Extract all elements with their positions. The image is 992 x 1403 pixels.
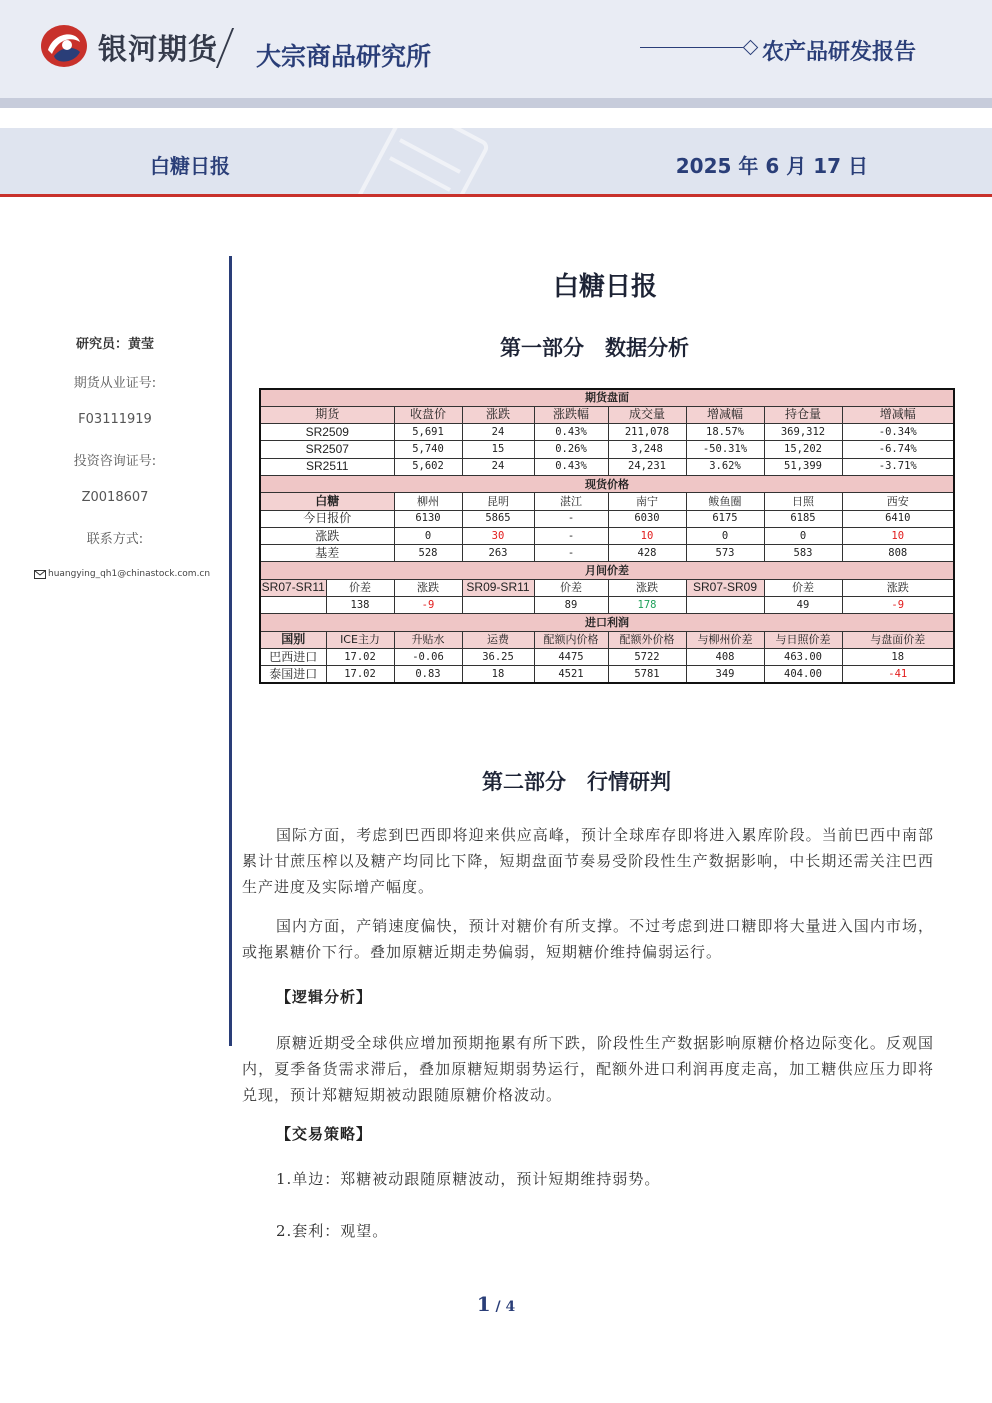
mail-icon [34,570,46,579]
table-cell: 今日报价 [260,510,394,527]
table-header: 鲅鱼圈 [686,493,764,510]
table-cell: 0 [764,527,842,544]
section-futures: 期货盘面 [260,389,954,406]
table-cell: 89 [534,597,608,614]
table-header: 价差 [326,579,394,596]
page-total: 4 [505,1299,516,1315]
table-cell: 0 [394,527,462,544]
paragraph-international: 国际方面，考虑到巴西即将迎来供应高峰，预计全球库存即将进入累库阶段。当前巴西中南部累计甘蔗压榨以及糖产均同比下降，短期盘面节奏易受阶段性生产数据影响，中长期还需关注巴西生产进度及实际增产幅度。 [242,826,934,896]
table-cell: 15,202 [764,441,842,458]
table-header: 配额外价格 [608,631,686,648]
table-row [260,666,954,683]
page-separator: / [490,1299,506,1315]
part1-heading: 第一部分 数据分析 [500,336,689,360]
table-cell: 5722 [608,648,686,665]
table-cell: 10 [842,527,954,544]
table-cell: 3,248 [608,441,686,458]
table-cell: 18 [842,648,954,665]
table-cell: 3.62% [686,458,764,475]
table-cell: 369,312 [764,424,842,441]
document-watermark-icon [320,128,540,194]
table-header: SR09-SR11 [462,579,534,596]
table-header: 成交量 [608,406,686,423]
advisory-cert-label: 投资咨询证号: [73,454,157,469]
report-type: 农产品研发报告 [762,40,917,65]
table-cell: 基差 [260,545,394,562]
table-cell: 30 [462,527,534,544]
table-header: 涨跌 [462,406,534,423]
table-cell: 24,231 [608,458,686,475]
section-spot: 现货价格 [260,475,954,492]
data-table [259,388,955,684]
advisory-cert-number: Z0018607 [81,490,149,505]
table-cell: 263 [462,545,534,562]
table-cell: 6130 [394,510,462,527]
contact-email[interactable] [34,569,210,579]
table-header: 涨跌 [394,579,462,596]
table-cell: 巴西进口 [260,648,326,665]
table-header: SR07-SR11 [260,579,326,596]
table-header: 南宁 [608,493,686,510]
table-cell: 泰国进口 [260,666,326,683]
table-cell: 49 [764,597,842,614]
page-current: 1 [476,1292,491,1316]
table-row [260,648,954,665]
table-header: 国别 [260,631,326,648]
table-cell: 24 [462,458,534,475]
table-cell: 36.25 [462,648,534,665]
table-cell: -41 [842,666,954,683]
table-cell [686,597,764,614]
table-cell: -9 [394,597,462,614]
table-cell: SR2511 [260,458,394,475]
table-header: 运费 [462,631,534,648]
table-cell: 463.00 [764,648,842,665]
table-cell: -3.71% [842,458,954,475]
table-header: ICE主力 [326,631,394,648]
table-cell: 0.43% [534,424,608,441]
table-header: 湛江 [534,493,608,510]
table-cell: 18.57% [686,424,764,441]
table-cell: 6410 [842,510,954,527]
table-header: 与盘面价差 [842,631,954,648]
galaxy-logo-icon [40,24,88,68]
table-cell: 211,078 [608,424,686,441]
table-cell: 51,399 [764,458,842,475]
table-cell: SR2509 [260,424,394,441]
table-cell: 408 [686,648,764,665]
table-header: 涨跌 [842,579,954,596]
table-cell: -0.34% [842,424,954,441]
contact-label: 联系方式: [86,532,144,547]
paragraph-logic: 原糖近期受全球供应增加预期拖累有所下跌，阶段性生产数据影响原糖价格边际变化。反观国内，夏季备货需求滞后，叠加原糖短期弱势运行，配额外进口利润再度走高，加工糖供应压力即将兑现，预计郑糖短期被动跟随原糖价格波动。 [242,1034,934,1104]
table-cell: 138 [326,597,394,614]
table-cell: 404.00 [764,666,842,683]
table-cell: -6.74% [842,441,954,458]
table-cell: 349 [686,666,764,683]
table-cell [260,597,326,614]
table-cell: 428 [608,545,686,562]
table-header: 增减幅 [686,406,764,423]
table-header: 白糖 [260,493,394,510]
table-header: 日照 [764,493,842,510]
table-header: 柳州 [394,493,462,510]
table-cell: -0.06 [394,648,462,665]
table-header: 持仓量 [764,406,842,423]
subheader-title: 白糖日报 [150,154,230,178]
table-row [260,597,954,614]
table-cell: 6175 [686,510,764,527]
page-title: 白糖日报 [552,272,657,302]
table-header: 期货 [260,406,394,423]
futures-cert-number: F03111919 [78,412,152,427]
table-cell: 808 [842,545,954,562]
table-header: 价差 [764,579,842,596]
table-cell: - [534,545,608,562]
table-cell: 17.02 [326,666,394,683]
table-header: 与柳州价差 [686,631,764,648]
table-cell: - [534,527,608,544]
table-cell: 0.43% [534,458,608,475]
table-cell: 528 [394,545,462,562]
email-address[interactable]: huangying_qh1@chinastock.com.cn [48,569,211,579]
table-cell: 4521 [534,666,608,683]
table-cell: 5,691 [394,424,462,441]
table-cell: 0.83 [394,666,462,683]
table-header: 增减幅 [842,406,954,423]
table-cell: 178 [608,597,686,614]
table-cell [462,597,534,614]
section-import: 进口利润 [260,614,954,631]
table-row [260,441,954,458]
table-cell: 5,602 [394,458,462,475]
table-header: 收盘价 [394,406,462,423]
table-cell: 0.26% [534,441,608,458]
paragraph-domestic: 国内方面，产销速度偏快，预计对糖价有所支撑。不过考虑到进口糖即将大量进入国内市场，或拖累糖价下行。叠加原糖近期走势偏弱，短期糖价维持偏弱运行。 [242,917,934,961]
table-cell: 10 [608,527,686,544]
table-header: SR07-SR09 [686,579,764,596]
table-header: 与日照价差 [764,631,842,648]
table-header: 西安 [842,493,954,510]
table-cell: 6030 [608,510,686,527]
table-cell: 573 [686,545,764,562]
table-row [260,424,954,441]
table-cell: 17.02 [326,648,394,665]
table-header: 涨跌幅 [534,406,608,423]
table-cell: -9 [842,597,954,614]
futures-cert-label: 期货从业证号: [73,376,157,391]
trading-strategy-label: 【交易策略】 [276,1125,373,1143]
table-cell: 5781 [608,666,686,683]
researcher-name: 研究员：黄莹 [75,337,154,352]
page-number [0,1292,992,1316]
table-cell: 0 [686,527,764,544]
table-row [260,510,954,527]
table-header: 涨跌 [608,579,686,596]
table-cell: 涨跌 [260,527,394,544]
table-cell: 24 [462,424,534,441]
table-header: 价差 [534,579,608,596]
section-spread: 月间价差 [260,562,954,579]
table-row [260,458,954,475]
header-rule [640,47,748,48]
logic-analysis-label: 【逻辑分析】 [276,988,373,1006]
table-row [260,527,954,544]
table-cell: 15 [462,441,534,458]
table-cell: 4475 [534,648,608,665]
strategy-item-single: 1.单边：郑糖被动跟随原糖波动，预计短期维持弱势。 [276,1170,661,1188]
table-header: 升贴水 [394,631,462,648]
table-cell: 5,740 [394,441,462,458]
table-cell: - [534,510,608,527]
table-cell: 18 [462,666,534,683]
table-cell: 6185 [764,510,842,527]
table-row [260,545,954,562]
part2-heading: 第二部分 行情研判 [482,770,671,794]
table-cell: -50.31% [686,441,764,458]
table-header: 配额内价格 [534,631,608,648]
brand-name: 银河期货 [98,32,219,66]
subheader-red-rule [0,194,992,197]
table-header: 昆明 [462,493,534,510]
table-cell: 583 [764,545,842,562]
institute-name: 大宗商品研究所 [256,42,432,71]
table-cell: 5865 [462,510,534,527]
strategy-item-arbitrage: 2.套利：观望。 [276,1222,389,1240]
report-date: 2025 年 6 月 17 日 [675,154,868,178]
header-band [0,98,992,108]
table-cell: SR2507 [260,441,394,458]
